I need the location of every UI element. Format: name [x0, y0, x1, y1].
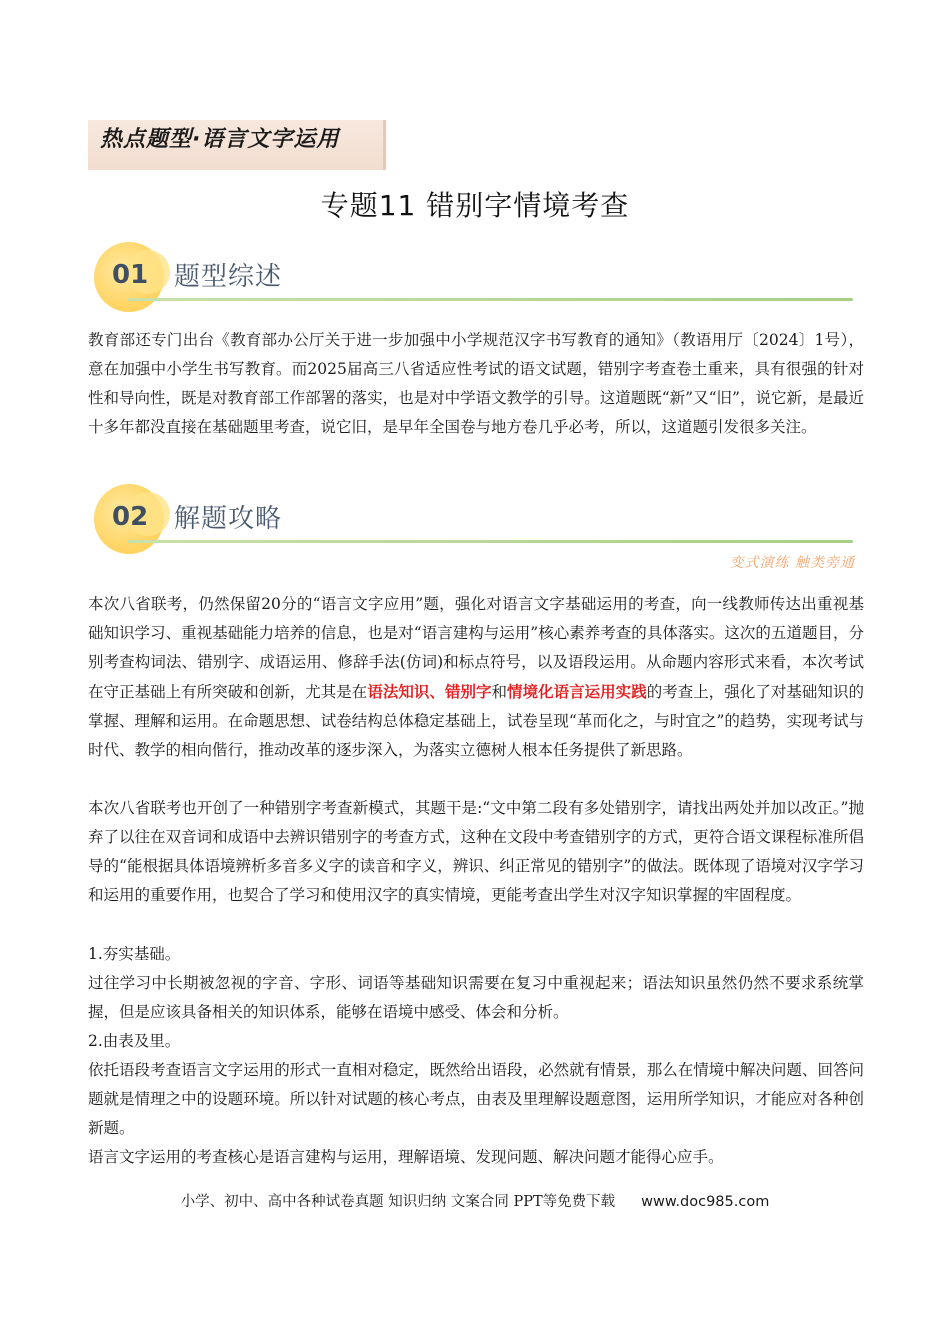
section-label: 题型综述 [174, 262, 283, 292]
overview-paragraph: 教育部还专门出台《教育部办公厅关于进一步加强中小学规范汉字书写教育的通知》（教语用厅〔2024〕1号），意在加强中小学生书写教育。而2025届高三八省适应性考试的语文试题，错别字考查卷土重来，具有很强的针对性和导向性，既是对教育部工作部署的落实，也是对中学语文教学的引导。这道题既“新”又“旧”，说它新，是最近十多年都没直接在基础题里考查，说它旧，是早年全国卷与地方卷几乎必考，所以，这道题引发很多关注。 [88, 331, 864, 436]
highlight-typo: 错别字 [444, 682, 492, 701]
highlight-context-practice: 情境化语言运用实践 [507, 682, 647, 701]
highlight-grammar: 语法知识 [367, 682, 430, 701]
strategy-paragraph-5: 语言文字运用的考查核心是语言建构与运用，理解语境、发现问题、解决问题才能得心应手。 [88, 1148, 724, 1166]
strategy-paragraph-3: 过往学习中长期被忽视的字音、字形、词语等基础知识需要在复习中重视起来；语法知识虽然仍然不要求系统掌握，但是应该具备相关的知识体系，能够在语境中感受、体会和分析。 [88, 974, 864, 1021]
footer-text: 小学、初中、高中各种试卷真题 知识归纳 文案合同 PPT等免费下载 [180, 1194, 616, 1210]
page-title: 专题11 错别字情境考查 [320, 189, 630, 222]
text-run: 本次八省联考，仍然保留20分的“语言文字应用”题，强化对语言文字基础运用的考查，向一线教师传达出重视基础知识学习、重视基础能力培养的信息，也是对“语言建构与运用”核心素养考查的具体落实。这次的五道题目，分别考查构词法、错别字、成语运用、修辞手法(仿词)和标点符号，以及语段运用。从命题内容形式来看，本次考试在守正基础上有所突破和创新，尤其是在 [88, 595, 864, 701]
footer-url[interactable]: www.doc985.com [641, 1194, 770, 1210]
topic-banner [88, 120, 386, 170]
strategy-paragraph-2: 本次八省联考也开创了一种错别字考查新模式，其题干是:“文中第二段有多处错别字，请找出两处并加以改正。”抛弃了以往在双音词和成语中去辨识错别字的考查方式，这种在文段中考查错别字的方式，更符合语文课程标准所倡导的“能根据具体语境辨析多音多义字的读音和字义，辨识、纠正常见的错别字”的做法。既体现了语境对汉字学习和运用的重要作用，也契合了学习和使用汉字的真实情境，更能考查出学生对汉字知识掌握的牢固程度。 [88, 799, 864, 904]
text-run: 的考查上，强化了对基础知识的掌握、理解和运用。在命题思想、试卷结构总体稳定基础上，试卷呈现“革而化之，与时宜之”的趋势，实现考试与时代、教学的相向偕行，推动改革的逐步深入，为落实立德树人根本任务提供了新思路。 [88, 683, 864, 759]
text-run: 和 [491, 683, 508, 701]
section-divider [128, 540, 853, 543]
section-number: 02 [112, 502, 149, 532]
section-number: 01 [112, 260, 149, 290]
subheading-2: 2.由表及里。 [88, 1032, 181, 1050]
section-header-overview [88, 242, 853, 312]
strategy-paragraph-1 [88, 590, 864, 765]
section-header-strategy [88, 484, 853, 554]
section-divider [128, 298, 853, 301]
banner-text: 热点题型·语言文字运用 [100, 127, 340, 152]
page-footer [0, 1190, 950, 1211]
subheading-1: 1.夯实基础。 [88, 945, 181, 963]
section-label: 解题攻略 [174, 504, 283, 534]
section-tagline: 变式演练 触类旁通 [729, 555, 855, 571]
highlight-separator: 、 [429, 682, 445, 701]
strategy-paragraph-4: 依托语段考查语言文字运用的形式一直相对稳定，既然给出语段，必然就有情景，那么在情境中解决问题、回答问题就是情理之中的设题环境。所以针对试题的核心考点，由表及里理解设题意图，运用所学知识，才能应对各种创新题。 [88, 1061, 864, 1137]
